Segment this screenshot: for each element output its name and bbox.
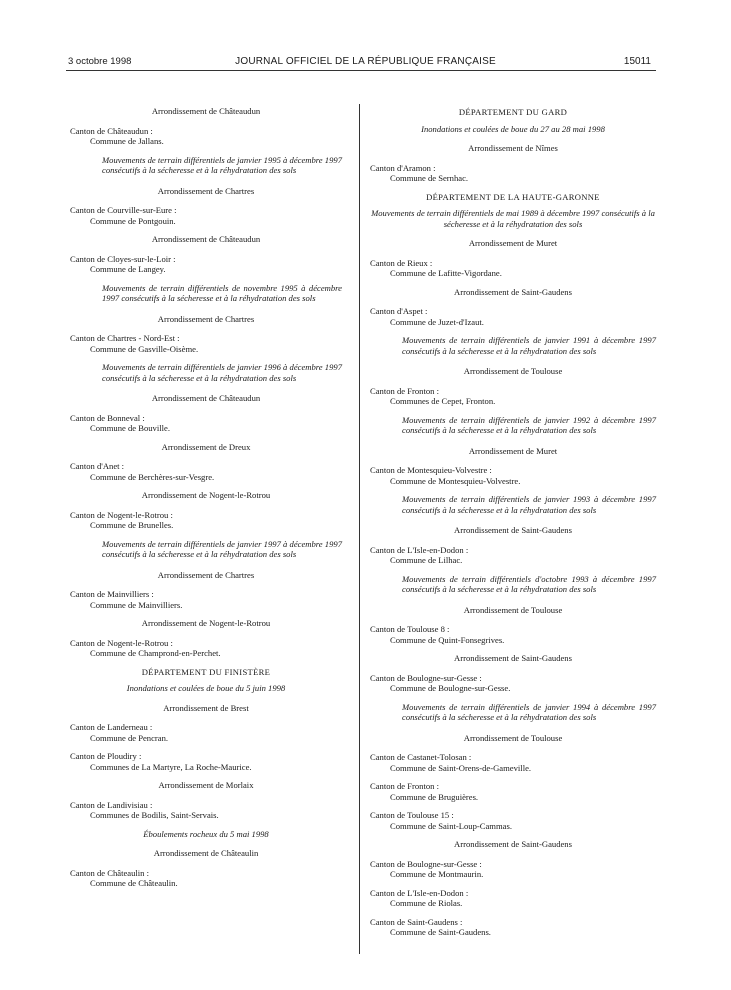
commune-list: Commune de Pontgouin. (90, 215, 176, 226)
canton-entry (370, 465, 656, 486)
movement-paragraph: Mouvements de terrain différentiels de janvier 1991 à décembre 1997 consécutifs à la sécheresse et à la réhydratation des sols (402, 335, 656, 356)
commune-list: Commune de Quint-Fonsegrives. (390, 634, 505, 645)
canton-entry (70, 800, 342, 821)
movement-paragraph: Mouvements de terrain différentiels de janvier 1994 à décembre 1997 consécutifs à la sécheresse et à la réhydratation des sols (402, 701, 656, 722)
event-heading: Éboulements rocheux du 5 mai 1998 (143, 828, 269, 839)
canton-name: Canton de Courville-sur-Eure : (70, 205, 177, 215)
canton-name: Canton de Nogent-le-Rotrou : (70, 637, 173, 648)
canton-name: Canton de L'Isle-en-Dodon : (370, 887, 469, 898)
arrondissement-heading: Arrondissement de Châteaudun (151, 393, 261, 403)
canton-name: Canton de Cloyes-sur-le-Loir : (70, 253, 176, 264)
canton-entry (70, 589, 342, 610)
commune-list: Commune de Juzet-d'Izaut. (390, 316, 484, 327)
commune-list: Commune de Mainvilliers. (90, 599, 183, 610)
canton-name: Canton de Rieux : (370, 257, 433, 268)
canton-entry (70, 205, 342, 226)
commune-list: Commune de Saint-Orens-de-Gameville. (390, 762, 532, 773)
canton-name: Canton de Châteaulin : (70, 867, 149, 878)
commune-list: Commune de Montesquieu-Volvestre. (390, 475, 521, 486)
canton-entry (70, 333, 342, 354)
arrondissement-heading: Arrondissement de Châteaudun (151, 106, 261, 116)
canton-entry (370, 624, 656, 645)
canton-name: Canton de Boulogne-sur-Gesse : (370, 672, 482, 683)
header-rule (66, 70, 656, 71)
canton-entry (70, 126, 342, 147)
canton-name: Canton de Montesquieu-Volvestre : (370, 465, 492, 475)
canton-name: Canton de Châteaudun : (70, 125, 153, 136)
canton-name: Canton de Castanet-Tolosan : (370, 752, 472, 762)
movement-paragraph: Mouvements de terrain différentiels de novembre 1995 à décembre 1997 consécutifs à la sécheresse et à la réhydratation des sols (102, 282, 342, 303)
event-heading: Inondations et coulées de boue du 27 au 28 mai 1998 (421, 123, 605, 134)
canton-name: Canton de Ploudiry : (70, 751, 142, 761)
commune-list: Commune de Sernhac. (390, 173, 469, 183)
arrondissement-heading: Arrondissement de Muret (468, 445, 558, 456)
movement-paragraph: Mouvements de terrain différentiels de janvier 1992 à décembre 1997 consécutifs à la sécheresse et à la réhydratation des sols (402, 414, 656, 435)
arrondissement-heading: Arrondissement de Chartres (157, 313, 255, 324)
commune-list: Communes de La Martyre, La Roche-Maurice. (90, 761, 252, 772)
commune-list: Commune de Boulogne-sur-Gesse. (390, 683, 511, 693)
arrondissement-heading: Arrondissement de Dreux (161, 441, 251, 452)
canton-name: Canton de Chartres - Nord-Est : (70, 333, 180, 343)
canton-entry (70, 254, 342, 275)
arrondissement-heading: Arrondissement de Toulouse (463, 604, 563, 615)
canton-name: Canton de Fronton : (370, 781, 439, 791)
arrondissement-heading: Arrondissement de Châteaulin (153, 848, 259, 858)
commune-list: Commune de Berchères-sur-Vesgre. (90, 471, 215, 482)
canton-entry (370, 306, 656, 327)
movement-paragraph: Mouvements de terrain différentiels de janvier 1997 à décembre 1997 consécutifs à la sécheresse et à la réhydratation des sols (102, 538, 342, 559)
column-divider (359, 104, 360, 954)
canton-name: Canton d'Aramon : (370, 162, 436, 173)
canton-entry (370, 673, 656, 694)
canton-entry (370, 781, 656, 802)
arrondissement-heading: Arrondissement de Nîmes (468, 143, 558, 153)
header-date: 3 octobre 1998 (68, 56, 132, 67)
arrondissement-heading: Arrondissement de Saint-Gaudens (454, 525, 572, 535)
commune-list: Commune de Bouville. (90, 423, 170, 433)
canton-entry (70, 722, 342, 743)
departement-heading: DÉPARTEMENT DU GARD (458, 107, 568, 117)
canton-name: Canton de Toulouse 15 : (370, 810, 454, 820)
commune-list: Commune de Champrond-en-Perchet. (90, 648, 221, 658)
departement-heading: DÉPARTEMENT DE LA HAUTE-GARONNE (426, 191, 600, 202)
canton-entry (70, 868, 342, 889)
commune-list: Commune de Bruguières. (390, 791, 479, 802)
commune-list: Communes de Cepet, Fronton. (390, 396, 496, 406)
canton-name: Canton de Nogent-le-Rotrou : (70, 509, 173, 520)
canton-name: Canton d'Anet : (70, 461, 125, 471)
departement-heading: DÉPARTEMENT DU FINISTÈRE (141, 666, 271, 677)
canton-name: Canton de Toulouse 8 : (370, 624, 450, 634)
page-number: 15011 (623, 56, 651, 67)
commune-list: Commune de Saint-Gaudens. (390, 927, 491, 937)
canton-entry (370, 859, 656, 880)
journal-title: JOURNAL OFFICIEL DE LA RÉPUBLIQUE FRANÇAISE (235, 56, 496, 67)
arrondissement-heading: Arrondissement de Nogent-le-Rotrou (141, 490, 271, 500)
arrondissement-heading: Arrondissement de Morlaix (158, 780, 254, 790)
arrondissement-heading: Arrondissement de Châteaudun (151, 234, 261, 244)
canton-entry (70, 413, 342, 434)
movement-paragraph: Mouvements de terrain différentiels d'octobre 1993 à décembre 1997 consécutifs à la sécheresse et à la réhydratation des sols (402, 573, 656, 594)
canton-name: Canton de Saint-Gaudens : (370, 916, 463, 927)
canton-entry (70, 638, 342, 659)
commune-list: Communes de Bodilis, Saint-Servais. (90, 810, 219, 820)
commune-list: Commune de Lafitte-Vigordane. (390, 268, 502, 278)
canton-entry (370, 545, 656, 566)
canton-entry (370, 752, 656, 773)
commune-list: Commune de Gasville-Oisème. (90, 343, 199, 354)
commune-list: Commune de Langey. (90, 264, 166, 274)
arrondissement-heading: Arrondissement de Chartres (157, 569, 255, 580)
canton-entry (370, 163, 656, 184)
arrondissement-heading: Arrondissement de Toulouse (463, 366, 563, 376)
movement-paragraph: Mouvements de terrain différentiels de janvier 1993 à décembre 1997 consécutifs à la sécheresse et à la réhydratation des sols (402, 494, 656, 515)
canton-entry (70, 510, 342, 531)
movement-paragraph: Mouvements de terrain différentiels de janvier 1995 à décembre 1997 consécutifs à la sécheresse et à la réhydratation des sols (102, 154, 342, 175)
canton-entry (370, 917, 656, 938)
commune-list: Commune de Jallans. (90, 136, 164, 146)
canton-name: Canton de Fronton : (370, 385, 439, 396)
canton-name: Canton de Landerneau : (70, 722, 153, 732)
arrondissement-heading: Arrondissement de Saint-Gaudens (454, 653, 572, 663)
arrondissement-heading: Arrondissement de Chartres (157, 185, 255, 196)
canton-name: Canton de L'Isle-en-Dodon : (370, 544, 469, 555)
canton-name: Canton de Landivisiau : (70, 799, 153, 810)
left-column (70, 104, 342, 897)
canton-entry (370, 888, 656, 909)
commune-list: Commune de Brunelles. (90, 520, 174, 530)
arrondissement-heading: Arrondissement de Saint-Gaudens (454, 839, 572, 849)
canton-name: Canton de Boulogne-sur-Gesse : (370, 858, 482, 869)
arrondissement-heading: Arrondissement de Toulouse (463, 732, 563, 743)
commune-list: Commune de Saint-Loup-Cammas. (390, 820, 512, 831)
canton-entry (370, 258, 656, 279)
commune-list: Commune de Pencran. (90, 732, 169, 743)
canton-name: Canton de Mainvilliers : (70, 589, 154, 599)
right-column (370, 104, 656, 946)
commune-list: Commune de Riolas. (390, 898, 463, 908)
arrondissement-heading: Arrondissement de Brest (163, 702, 249, 713)
commune-list: Commune de Lilhac. (390, 555, 463, 565)
canton-entry (70, 751, 342, 772)
commune-list: Commune de Châteaulin. (90, 878, 178, 888)
canton-name: Canton d'Aspet : (370, 306, 428, 316)
arrondissement-heading: Arrondissement de Saint-Gaudens (454, 286, 572, 297)
arrondissement-heading: Arrondissement de Muret (468, 238, 558, 248)
event-heading: Mouvements de terrain différentiels de mai 1989 à décembre 1997 consécutifs à la sécheresse et à la réhydratation des sols (371, 208, 655, 229)
canton-entry (370, 810, 656, 831)
event-heading: Inondations et coulées de boue du 5 juin 1998 (126, 683, 286, 693)
arrondissement-heading: Arrondissement de Nogent-le-Rotrou (141, 618, 271, 628)
canton-name: Canton de Bonneval : (70, 412, 145, 423)
canton-entry (370, 386, 656, 407)
movement-paragraph: Mouvements de terrain différentiels de janvier 1996 à décembre 1997 consécutifs à la sécheresse et à la réhydratation des sols (102, 362, 342, 383)
commune-list: Commune de Montmaurin. (390, 869, 484, 879)
canton-entry (70, 461, 342, 482)
